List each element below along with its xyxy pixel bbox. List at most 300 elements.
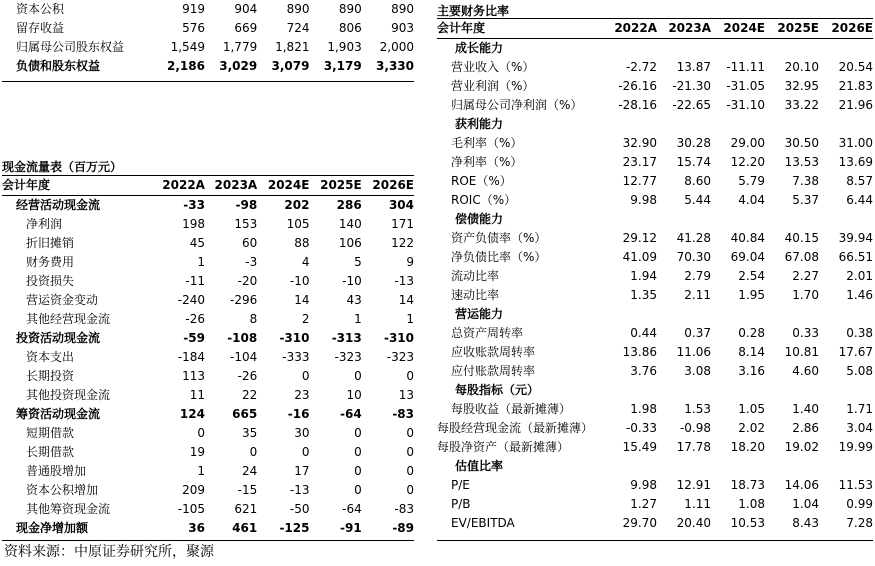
table-row	[2, 500, 414, 519]
row-value: 0	[301, 445, 310, 459]
row-label: 留存收益	[16, 21, 65, 35]
row-value: 14.06	[784, 478, 819, 492]
row-value: 88	[294, 236, 310, 250]
row-value	[819, 305, 873, 324]
table-row	[2, 367, 414, 386]
row-value: -323	[334, 350, 362, 364]
row-value: -10	[342, 274, 362, 288]
row-value: -0.98	[679, 421, 711, 435]
header-year: 2023A	[205, 176, 257, 196]
row-value: 202	[284, 198, 310, 212]
row-value: 1.11	[684, 497, 711, 511]
row-value	[711, 305, 765, 324]
row-label: 总资产周转率	[451, 326, 524, 340]
row-value: -21.30	[672, 79, 711, 93]
row-value: 3,029	[219, 59, 258, 73]
row-label: 投资损失	[26, 274, 75, 288]
row-value: 0	[406, 483, 414, 497]
table-row	[437, 58, 873, 77]
row-label: P/E	[451, 478, 470, 492]
row-value: 19.02	[784, 440, 819, 454]
row-value: 21.96	[838, 98, 873, 112]
row-value: 19	[189, 445, 205, 459]
row-value: -11.11	[726, 60, 765, 74]
row-value	[603, 457, 657, 476]
row-value: 17.78	[676, 440, 711, 454]
row-value	[819, 457, 873, 476]
balance-sheet-tail-table	[2, 0, 414, 76]
row-value	[711, 210, 765, 229]
row-value: -33	[183, 198, 205, 212]
row-value: 35	[241, 426, 258, 440]
row-value	[657, 305, 711, 324]
row-value	[819, 381, 873, 400]
row-value: 806	[338, 21, 362, 35]
row-label: 其他投资现金流	[26, 388, 111, 402]
row-value: -31.10	[726, 98, 765, 112]
row-label: 营运能力	[455, 307, 504, 321]
row-value: 18.20	[730, 440, 765, 454]
row-value: 1.35	[630, 288, 657, 302]
ratios-table	[437, 18, 873, 533]
row-value: 1.71	[846, 402, 873, 416]
row-value: 106	[338, 236, 362, 250]
row-value: -26	[185, 312, 205, 326]
row-value: 0.37	[684, 326, 711, 340]
row-value: 40.15	[784, 231, 819, 245]
row-value: 0.28	[738, 326, 765, 340]
table-row	[2, 519, 414, 538]
row-value: 9	[406, 255, 414, 269]
row-value: 36	[188, 521, 205, 535]
table-row	[437, 400, 873, 419]
row-value: 1	[197, 255, 205, 269]
table-row	[437, 286, 873, 305]
row-value: 67.08	[784, 250, 819, 264]
row-label: 净利润	[26, 217, 63, 231]
table-header-row	[2, 176, 414, 196]
row-value: 0.44	[630, 326, 657, 340]
row-label: 其他筹资现金流	[26, 502, 111, 516]
row-label: 筹资活动现金流	[16, 407, 101, 421]
row-value: -310	[279, 331, 310, 345]
table-row	[437, 362, 873, 381]
table-row	[2, 19, 414, 38]
row-value: 665	[232, 407, 258, 421]
table-row	[437, 476, 873, 495]
row-value: 1.08	[738, 497, 765, 511]
row-value: 105	[286, 217, 310, 231]
row-value: 21.83	[838, 79, 873, 93]
row-label: 财务费用	[26, 255, 75, 269]
row-value: 60	[241, 236, 258, 250]
row-value: 171	[391, 217, 414, 231]
row-value: 0	[406, 445, 414, 459]
row-value: 41.09	[622, 250, 657, 264]
row-value: 2.11	[684, 288, 711, 302]
table-row	[2, 405, 414, 424]
row-value: 0	[406, 426, 414, 440]
row-value: 576	[182, 21, 205, 35]
header-label: 会计年度	[2, 176, 153, 196]
row-value: 23	[294, 388, 310, 402]
row-value: -22.65	[672, 98, 711, 112]
row-value: 19.99	[838, 440, 873, 454]
row-value: 0	[354, 483, 362, 497]
row-value: 2	[301, 312, 310, 326]
table-row	[2, 291, 414, 310]
row-label: 净利率（%）	[451, 155, 523, 169]
row-value: -89	[392, 521, 414, 535]
row-label: 流动比率	[451, 269, 500, 283]
table-row	[2, 424, 414, 443]
row-value: 43	[346, 293, 362, 307]
row-value: -125	[279, 521, 310, 535]
row-label: 速动比率	[451, 288, 500, 302]
row-label: 每股净资产（最新摊薄）	[437, 440, 570, 454]
row-value: 5	[354, 255, 362, 269]
row-value	[765, 39, 819, 59]
row-value: 29.70	[622, 516, 657, 530]
row-value: 0.33	[792, 326, 819, 340]
row-value	[819, 39, 873, 59]
row-value: -83	[392, 407, 414, 421]
row-value: 2.01	[846, 269, 873, 283]
table-row	[2, 196, 414, 216]
row-label: ROIC（%）	[451, 193, 517, 207]
row-label: 偿债能力	[455, 212, 504, 226]
row-value: 2,000	[379, 40, 414, 54]
row-value: 153	[234, 217, 258, 231]
row-value: 40.84	[730, 231, 765, 245]
row-value: 724	[286, 21, 310, 35]
table-header-row	[437, 19, 873, 39]
table-row	[2, 348, 414, 367]
cashflow-table	[2, 175, 414, 538]
row-value: 13.87	[676, 60, 711, 74]
row-label: 营业利润（%）	[451, 79, 535, 93]
row-value: 0	[406, 369, 414, 383]
row-label: 成长能力	[455, 41, 504, 55]
row-value	[603, 39, 657, 59]
header-year: 2023A	[657, 19, 711, 39]
row-value	[765, 115, 819, 134]
row-value: 8.14	[738, 345, 765, 359]
row-value: 3.08	[684, 364, 711, 378]
row-value: -83	[394, 502, 414, 516]
row-value: 1	[197, 464, 205, 478]
row-value: 0	[354, 464, 362, 478]
row-label: 资本公积	[16, 2, 65, 16]
row-value: -313	[331, 331, 362, 345]
table-row	[2, 38, 414, 57]
row-value: 20.54	[838, 60, 873, 74]
row-value: 0	[301, 369, 310, 383]
row-value: 23.17	[622, 155, 657, 169]
row-value: 1.27	[630, 497, 657, 511]
row-label: 资产负债率（%）	[451, 231, 547, 245]
row-value: 20.40	[676, 516, 711, 530]
row-value: 1.46	[846, 288, 873, 302]
row-value	[603, 381, 657, 400]
row-value	[603, 305, 657, 324]
row-value: 1.40	[792, 402, 819, 416]
row-label: 每股经营现金流（最新摊薄）	[437, 421, 594, 435]
row-value: 0	[249, 445, 258, 459]
row-value: 140	[338, 217, 362, 231]
row-value: 30.28	[676, 136, 711, 150]
table-row	[437, 77, 873, 96]
row-value: 621	[234, 502, 258, 516]
row-value: -0.33	[625, 421, 657, 435]
row-value: 1	[406, 312, 414, 326]
row-value: 0.38	[846, 326, 873, 340]
row-value	[819, 210, 873, 229]
row-value: -28.16	[618, 98, 657, 112]
row-value	[657, 210, 711, 229]
row-value: -64	[340, 407, 362, 421]
row-value: 669	[234, 21, 258, 35]
row-value: 14	[294, 293, 310, 307]
row-value: 209	[182, 483, 205, 497]
row-value: -10	[289, 274, 310, 288]
row-value: 1,779	[222, 40, 258, 54]
row-value: 4.60	[792, 364, 819, 378]
table-row	[437, 229, 873, 248]
table-row	[2, 215, 414, 234]
row-value: 4.04	[738, 193, 765, 207]
row-value: 33.22	[784, 98, 819, 112]
table-row	[437, 191, 873, 210]
table-row	[437, 248, 873, 267]
row-label: 负债和股东权益	[16, 59, 101, 73]
row-value: 12.77	[622, 174, 657, 188]
row-value: 4	[301, 255, 310, 269]
row-value: 8	[249, 312, 258, 326]
row-value: -50	[289, 502, 310, 516]
row-value: 69.04	[730, 250, 765, 264]
table-row	[437, 115, 873, 134]
row-value	[819, 115, 873, 134]
row-value: 1,903	[327, 40, 362, 54]
row-value	[603, 115, 657, 134]
row-value: 198	[182, 217, 205, 231]
row-label: 归属母公司股东权益	[16, 40, 125, 54]
row-value: 2.86	[792, 421, 819, 435]
row-value: -59	[183, 331, 205, 345]
row-label: 资本支出	[26, 350, 75, 364]
header-year: 2026E	[819, 19, 873, 39]
table-row	[437, 96, 873, 115]
row-label: P/B	[451, 497, 471, 511]
row-label: 短期借款	[26, 426, 75, 440]
row-value: 17.67	[838, 345, 873, 359]
row-value: 1.98	[630, 402, 657, 416]
header-year: 2022A	[153, 176, 205, 196]
row-label: 其他经营现金流	[26, 312, 111, 326]
row-value: 30	[294, 426, 310, 440]
row-value: -296	[229, 293, 258, 307]
row-value: 70.30	[676, 250, 711, 264]
row-value: 13.69	[838, 155, 873, 169]
row-value: 11	[189, 388, 205, 402]
row-value: 9.98	[630, 193, 657, 207]
row-label: 归属母公司净利润（%）	[451, 98, 583, 112]
row-value: 0	[197, 426, 205, 440]
row-value: -104	[229, 350, 258, 364]
row-value: 1,549	[170, 40, 205, 54]
row-value	[765, 381, 819, 400]
table-row	[2, 57, 414, 76]
row-label: 获利能力	[455, 117, 504, 131]
table-row	[2, 272, 414, 291]
row-value: 0	[354, 369, 362, 383]
ratios-bottom-rule	[437, 540, 873, 541]
row-value	[711, 115, 765, 134]
row-value: 6.44	[846, 193, 873, 207]
table-row	[2, 329, 414, 348]
row-value: 2.54	[738, 269, 765, 283]
row-value: -31.05	[726, 79, 765, 93]
row-value: 0	[406, 464, 414, 478]
row-value: 11.53	[838, 478, 873, 492]
row-value: 890	[286, 2, 310, 16]
table-row	[437, 267, 873, 286]
row-value: -108	[227, 331, 258, 345]
row-value: 3.16	[738, 364, 765, 378]
table-row	[437, 39, 873, 59]
row-value: 18.73	[730, 478, 765, 492]
row-value: 1.95	[738, 288, 765, 302]
row-value: 24	[241, 464, 258, 478]
table-row	[2, 253, 414, 272]
header-year: 2025E	[309, 176, 361, 196]
row-value: 30.50	[784, 136, 819, 150]
row-value: 10.81	[784, 345, 819, 359]
row-value: -20	[237, 274, 258, 288]
table-row	[437, 343, 873, 362]
row-value: 10.53	[730, 516, 765, 530]
row-value: 22	[241, 388, 258, 402]
row-value: 8.43	[792, 516, 819, 530]
header-year: 2022A	[603, 19, 657, 39]
row-value	[711, 39, 765, 59]
table-row	[2, 443, 414, 462]
row-value: -13	[394, 274, 414, 288]
table-row	[437, 514, 873, 533]
row-value: 8.60	[684, 174, 711, 188]
row-value: -15	[237, 483, 258, 497]
row-value: 9.98	[630, 478, 657, 492]
header-year: 2024E	[711, 19, 765, 39]
row-value: 1.04	[792, 497, 819, 511]
row-value: 13.53	[784, 155, 819, 169]
table-row	[437, 153, 873, 172]
row-value: 890	[391, 2, 414, 16]
row-value: -333	[282, 350, 310, 364]
table-row	[2, 234, 414, 253]
row-value: 919	[182, 2, 205, 16]
table-row	[437, 381, 873, 400]
row-value: 1.94	[630, 269, 657, 283]
row-value: -26.16	[618, 79, 657, 93]
row-label: 长期借款	[26, 445, 75, 459]
row-value: 5.79	[738, 174, 765, 188]
row-label: 应收账款周转率	[451, 345, 536, 359]
row-value: 10	[346, 388, 362, 402]
row-value: -2.72	[625, 60, 657, 74]
table-row	[437, 495, 873, 514]
table-row	[437, 210, 873, 229]
row-value: -105	[177, 502, 205, 516]
row-value: 0.99	[846, 497, 873, 511]
row-label: 经营活动现金流	[16, 198, 101, 212]
row-value: 66.51	[838, 250, 873, 264]
row-value: 32.95	[784, 79, 819, 93]
row-label: 资本公积增加	[26, 483, 99, 497]
row-value: 3.76	[630, 364, 657, 378]
row-value: 5.08	[846, 364, 873, 378]
row-value: 32.90	[622, 136, 657, 150]
table-row	[437, 438, 873, 457]
row-value: -11	[185, 274, 205, 288]
row-value: 11.06	[676, 345, 711, 359]
row-value	[765, 210, 819, 229]
row-value: 3,079	[271, 59, 310, 73]
row-label: 营业收入（%）	[451, 60, 535, 74]
row-value: 890	[338, 2, 362, 16]
table-row	[2, 310, 414, 329]
row-value: 15.49	[622, 440, 657, 454]
row-value	[657, 381, 711, 400]
row-value	[711, 381, 765, 400]
row-value: 461	[232, 521, 258, 535]
row-value: 12.91	[676, 478, 711, 492]
row-value	[657, 115, 711, 134]
row-value: 13	[398, 388, 414, 402]
row-value: 1.53	[684, 402, 711, 416]
row-label: 营运资金变动	[26, 293, 99, 307]
ratios-title: 主要财务比率	[437, 4, 510, 18]
row-value: -3	[245, 255, 258, 269]
row-value	[657, 39, 711, 59]
row-value: -98	[235, 198, 258, 212]
row-value: 3.04	[846, 421, 873, 435]
header-year: 2025E	[765, 19, 819, 39]
row-value: 0	[354, 426, 362, 440]
balance-bottom-rule	[2, 81, 414, 82]
row-value: 3,179	[323, 59, 362, 73]
row-value	[765, 457, 819, 476]
row-value: 113	[182, 369, 205, 383]
row-label: 投资活动现金流	[16, 331, 101, 345]
row-value	[603, 210, 657, 229]
row-value: 1	[354, 312, 362, 326]
row-value: -13	[289, 483, 310, 497]
table-row	[437, 172, 873, 191]
row-value: 2,186	[167, 59, 205, 73]
row-value: -310	[383, 331, 414, 345]
row-value: 5.44	[684, 193, 711, 207]
header-year: 2024E	[257, 176, 309, 196]
table-row	[2, 386, 414, 405]
row-value: 45	[189, 236, 205, 250]
row-label: EV/EBITDA	[451, 516, 515, 530]
row-value: -64	[342, 502, 362, 516]
row-label: 估值比率	[455, 459, 504, 473]
row-value: -323	[386, 350, 414, 364]
row-value	[765, 305, 819, 324]
